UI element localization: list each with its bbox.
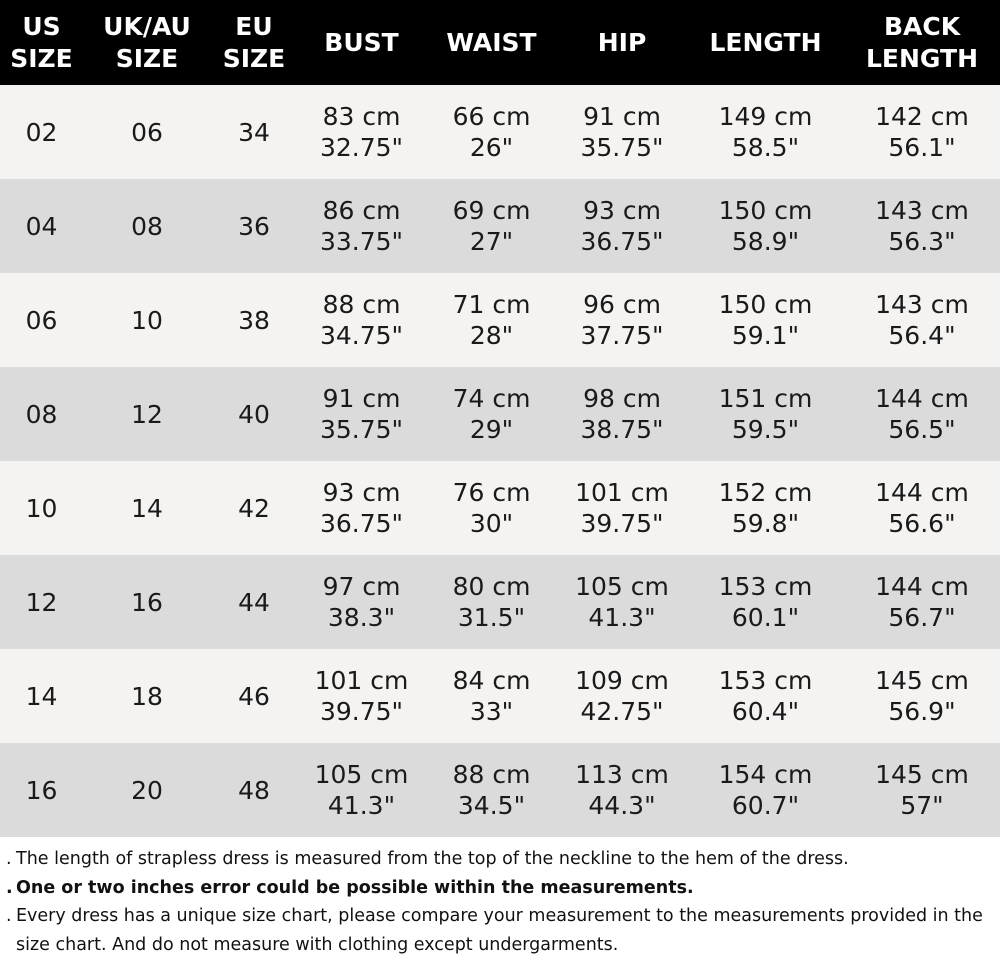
table-row bbox=[0, 179, 1000, 273]
cell-us-size: 04 bbox=[25, 211, 58, 241]
header-uk-au-size: UK/AU SIZE bbox=[103, 11, 191, 73]
value-inches: 56.3" bbox=[888, 227, 956, 256]
header-hip: HIP bbox=[597, 27, 647, 57]
value-cm: 109 cm bbox=[575, 666, 669, 695]
cell-us-size: 06 bbox=[25, 305, 58, 335]
value-inches: 38.3" bbox=[327, 603, 396, 632]
value-inches: 56.9" bbox=[888, 697, 956, 726]
cell-back-length bbox=[844, 743, 1000, 837]
cell-eu-size: 48 bbox=[238, 775, 270, 805]
value-inches: 27" bbox=[469, 227, 514, 256]
value-cm: 93 cm bbox=[322, 478, 401, 507]
cell-length bbox=[687, 367, 844, 461]
value-cm: 93 cm bbox=[583, 196, 661, 225]
value-cm: 145 cm bbox=[875, 666, 969, 695]
value-inches: 56.1" bbox=[888, 133, 956, 162]
table-row bbox=[0, 461, 1000, 555]
cell-length bbox=[687, 85, 844, 179]
cell-length bbox=[687, 743, 844, 837]
value-cm: 101 cm bbox=[575, 478, 669, 507]
value-cm: 96 cm bbox=[583, 290, 661, 319]
note-item bbox=[6, 902, 996, 959]
note-item bbox=[6, 874, 996, 903]
value-inches: 60.1" bbox=[731, 603, 800, 632]
cell-hip bbox=[557, 461, 687, 555]
value-inches: 56.5" bbox=[888, 415, 956, 444]
header-back-length: BACK LENGTH bbox=[866, 11, 978, 73]
value-inches: 59.5" bbox=[731, 415, 800, 444]
cell-back-length bbox=[844, 461, 1000, 555]
bullet-icon: . bbox=[6, 906, 12, 926]
cell-eu-size: 46 bbox=[238, 681, 270, 711]
cell-uk-au-size: 14 bbox=[131, 493, 163, 523]
notes-section bbox=[6, 845, 996, 959]
cell-bust bbox=[297, 273, 426, 367]
cell-uk-au-size: 20 bbox=[131, 775, 163, 805]
value-cm: 71 cm bbox=[452, 290, 531, 319]
value-inches: 34.5" bbox=[457, 791, 526, 820]
value-cm: 153 cm bbox=[718, 572, 813, 601]
value-inches: 57" bbox=[900, 791, 944, 820]
value-cm: 98 cm bbox=[583, 384, 661, 413]
value-cm: 86 cm bbox=[322, 196, 401, 225]
table-row bbox=[0, 273, 1000, 367]
value-cm: 144 cm bbox=[875, 478, 969, 507]
value-cm: 144 cm bbox=[875, 384, 969, 413]
value-cm: 153 cm bbox=[718, 666, 813, 695]
value-cm: 88 cm bbox=[322, 290, 401, 319]
cell-bust bbox=[297, 743, 426, 837]
value-cm: 66 cm bbox=[452, 102, 531, 131]
value-inches: 39.75" bbox=[319, 697, 404, 726]
value-inches: 36.75" bbox=[580, 227, 664, 256]
cell-waist bbox=[426, 179, 557, 273]
table-row bbox=[0, 367, 1000, 461]
cell-eu-size: 40 bbox=[238, 399, 270, 429]
cell-bust bbox=[297, 85, 426, 179]
value-inches: 30" bbox=[469, 509, 514, 538]
cell-back-length bbox=[844, 85, 1000, 179]
value-cm: 113 cm bbox=[575, 760, 669, 789]
cell-hip bbox=[557, 649, 687, 743]
cell-length bbox=[687, 461, 844, 555]
note-item bbox=[6, 845, 996, 874]
cell-back-length bbox=[844, 273, 1000, 367]
value-inches: 60.7" bbox=[731, 791, 800, 820]
value-inches: 34.75" bbox=[319, 321, 404, 350]
value-cm: 143 cm bbox=[875, 196, 969, 225]
value-inches: 58.5" bbox=[731, 133, 800, 162]
table-header bbox=[0, 0, 1000, 85]
cell-bust bbox=[297, 179, 426, 273]
cell-back-length bbox=[844, 555, 1000, 649]
cell-uk-au-size: 18 bbox=[131, 681, 163, 711]
cell-hip bbox=[557, 367, 687, 461]
value-cm: 76 cm bbox=[452, 478, 531, 507]
value-inches: 31.5" bbox=[457, 603, 526, 632]
cell-length bbox=[687, 179, 844, 273]
value-cm: 143 cm bbox=[875, 290, 969, 319]
value-inches: 28" bbox=[469, 321, 514, 350]
cell-us-size: 14 bbox=[25, 681, 58, 711]
cell-back-length bbox=[844, 179, 1000, 273]
cell-length bbox=[687, 555, 844, 649]
cell-hip bbox=[557, 273, 687, 367]
cell-uk-au-size: 06 bbox=[131, 117, 163, 147]
value-inches: 33" bbox=[469, 697, 514, 726]
cell-bust bbox=[297, 555, 426, 649]
value-inches: 44.3" bbox=[588, 791, 656, 820]
header-waist: WAIST bbox=[446, 27, 537, 57]
table-body bbox=[0, 85, 1000, 837]
cell-waist bbox=[426, 649, 557, 743]
cell-bust bbox=[297, 649, 426, 743]
table-row bbox=[0, 85, 1000, 179]
value-inches: 56.7" bbox=[888, 603, 956, 632]
cell-waist bbox=[426, 555, 557, 649]
cell-waist bbox=[426, 85, 557, 179]
value-inches: 39.75" bbox=[580, 509, 664, 538]
cell-waist bbox=[426, 461, 557, 555]
cell-length bbox=[687, 273, 844, 367]
value-inches: 26" bbox=[469, 133, 514, 162]
cell-us-size: 10 bbox=[25, 493, 58, 523]
cell-eu-size: 36 bbox=[238, 211, 270, 241]
value-cm: 145 cm bbox=[875, 760, 969, 789]
value-cm: 88 cm bbox=[452, 760, 531, 789]
table-row bbox=[0, 743, 1000, 837]
value-cm: 83 cm bbox=[322, 102, 401, 131]
value-inches: 37.75" bbox=[580, 321, 664, 350]
value-cm: 101 cm bbox=[314, 666, 409, 695]
note-text: Every dress has a unique size chart, please compare your measurement to the measurements provided in the size chart. And do not measure with clothing except undergarments. bbox=[16, 906, 983, 955]
value-inches: 35.75" bbox=[580, 133, 664, 162]
header-eu-size: EU SIZE bbox=[222, 11, 286, 73]
cell-waist bbox=[426, 367, 557, 461]
value-cm: 69 cm bbox=[452, 196, 531, 225]
value-inches: 56.6" bbox=[888, 509, 956, 538]
value-cm: 150 cm bbox=[718, 290, 813, 319]
note-text: One or two inches error could be possible within the measurements. bbox=[16, 877, 694, 898]
table-row bbox=[0, 555, 1000, 649]
cell-hip bbox=[557, 555, 687, 649]
cell-eu-size: 38 bbox=[238, 305, 270, 335]
cell-waist bbox=[426, 743, 557, 837]
value-cm: 142 cm bbox=[875, 102, 969, 131]
value-cm: 97 cm bbox=[322, 572, 401, 601]
cell-hip bbox=[557, 85, 687, 179]
value-cm: 149 cm bbox=[718, 102, 813, 131]
cell-us-size: 08 bbox=[25, 399, 58, 429]
value-cm: 154 cm bbox=[718, 760, 813, 789]
cell-hip bbox=[557, 179, 687, 273]
value-inches: 41.3" bbox=[327, 791, 396, 820]
value-cm: 80 cm bbox=[452, 572, 531, 601]
value-inches: 56.4" bbox=[888, 321, 956, 350]
cell-uk-au-size: 12 bbox=[131, 399, 163, 429]
value-cm: 105 cm bbox=[575, 572, 669, 601]
bullet-icon: . bbox=[6, 849, 12, 869]
value-inches: 59.1" bbox=[731, 321, 800, 350]
value-inches: 29" bbox=[469, 415, 514, 444]
cell-eu-size: 34 bbox=[238, 117, 270, 147]
header-bust: BUST bbox=[324, 27, 399, 57]
cell-waist bbox=[426, 273, 557, 367]
value-inches: 38.75" bbox=[580, 415, 664, 444]
header-us-size: US SIZE bbox=[10, 11, 73, 73]
value-cm: 74 cm bbox=[452, 384, 531, 413]
cell-back-length bbox=[844, 649, 1000, 743]
bullet-icon: . bbox=[6, 877, 13, 898]
note-text: The length of strapless dress is measured from the top of the neckline to the hem of the dress. bbox=[16, 849, 849, 869]
value-cm: 152 cm bbox=[718, 478, 813, 507]
value-inches: 35.75" bbox=[319, 415, 404, 444]
value-cm: 91 cm bbox=[322, 384, 401, 413]
header-length: LENGTH bbox=[709, 27, 822, 57]
value-cm: 91 cm bbox=[583, 102, 661, 131]
value-inches: 42.75" bbox=[580, 697, 664, 726]
value-inches: 41.3" bbox=[588, 603, 656, 632]
cell-uk-au-size: 10 bbox=[131, 305, 163, 335]
cell-uk-au-size: 16 bbox=[131, 587, 163, 617]
value-cm: 144 cm bbox=[875, 572, 969, 601]
cell-uk-au-size: 08 bbox=[131, 211, 163, 241]
value-cm: 151 cm bbox=[718, 384, 813, 413]
table-row bbox=[0, 649, 1000, 743]
cell-bust bbox=[297, 367, 426, 461]
value-inches: 33.75" bbox=[319, 227, 404, 256]
value-inches: 58.9" bbox=[731, 227, 800, 256]
cell-length bbox=[687, 649, 844, 743]
cell-hip bbox=[557, 743, 687, 837]
value-cm: 105 cm bbox=[314, 760, 409, 789]
value-cm: 84 cm bbox=[452, 666, 531, 695]
value-inches: 60.4" bbox=[731, 697, 800, 726]
cell-us-size: 12 bbox=[25, 587, 58, 617]
value-cm: 150 cm bbox=[718, 196, 813, 225]
value-inches: 59.8" bbox=[731, 509, 800, 538]
cell-us-size: 02 bbox=[25, 117, 58, 147]
cell-bust bbox=[297, 461, 426, 555]
cell-eu-size: 44 bbox=[238, 587, 270, 617]
cell-back-length bbox=[844, 367, 1000, 461]
cell-eu-size: 42 bbox=[238, 493, 270, 523]
cell-us-size: 16 bbox=[25, 775, 58, 805]
value-inches: 32.75" bbox=[319, 133, 404, 162]
value-inches: 36.75" bbox=[319, 509, 404, 538]
